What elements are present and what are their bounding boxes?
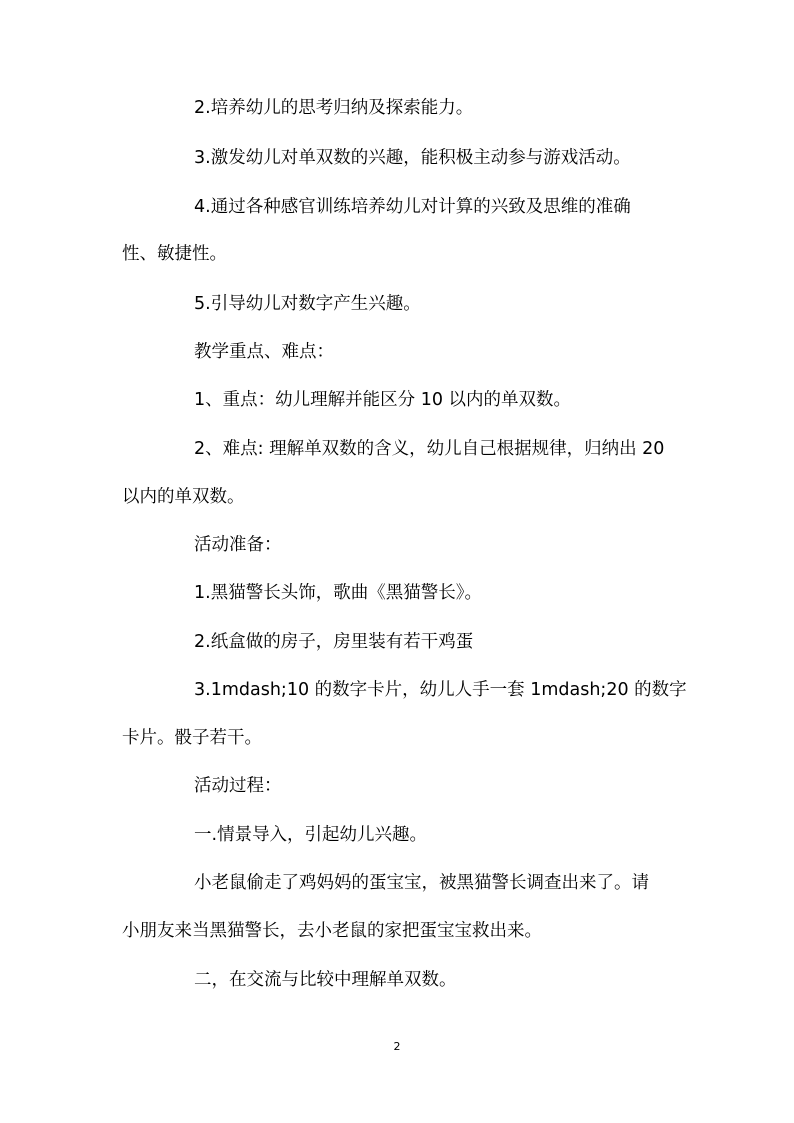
text-line: 活动过程：	[194, 776, 282, 796]
text-line: 二，在交流与比较中理解单双数。	[194, 970, 457, 990]
page-number: 2	[393, 1040, 401, 1053]
text-line: 4.通过各种感官训练培养幼儿对计算的兴致及思维的准确	[194, 197, 631, 217]
text-line: 小老鼠偷走了鸡妈妈的蛋宝宝，被黑猫警长调查出来了。请	[194, 873, 649, 893]
text-line: 教学重点、难点：	[194, 342, 334, 362]
text-line: 3.激发幼儿对单双数的兴趣，能积极主动参与游戏活动。	[194, 148, 631, 168]
text-line: 2.培养幼儿的思考归纳及探索能力。	[194, 98, 474, 118]
text-line: 一.情景导入，引起幼儿兴趣。	[194, 825, 428, 845]
text-line: 2.纸盒做的房子，房里装有若干鸡蛋	[194, 632, 474, 652]
text-line: 小朋友来当黑猫警长，去小老鼠的家把蛋宝宝救出来。	[122, 921, 542, 941]
text-line: 2、难点: 理解单双数的含义，幼儿自己根据规律，归纳出 20	[194, 439, 665, 459]
text-line: 活动准备：	[194, 535, 282, 555]
text-line: 以内的单双数。	[122, 487, 245, 507]
text-line: 1、重点：幼儿理解并能区分 10 以内的单双数。	[194, 390, 572, 410]
text-line: 5.引导幼儿对数字产生兴趣。	[194, 294, 421, 314]
text-line: 1.黑猫警长头饰，歌曲《黑猫警长》。	[194, 583, 482, 603]
text-line: 卡片。骰子若干。	[122, 728, 262, 748]
text-line: 性、敏捷性。	[122, 244, 227, 264]
text-line: 3.1mdash;10 的数字卡片，幼儿人手一套 1mdash;20 的数字	[194, 680, 687, 700]
